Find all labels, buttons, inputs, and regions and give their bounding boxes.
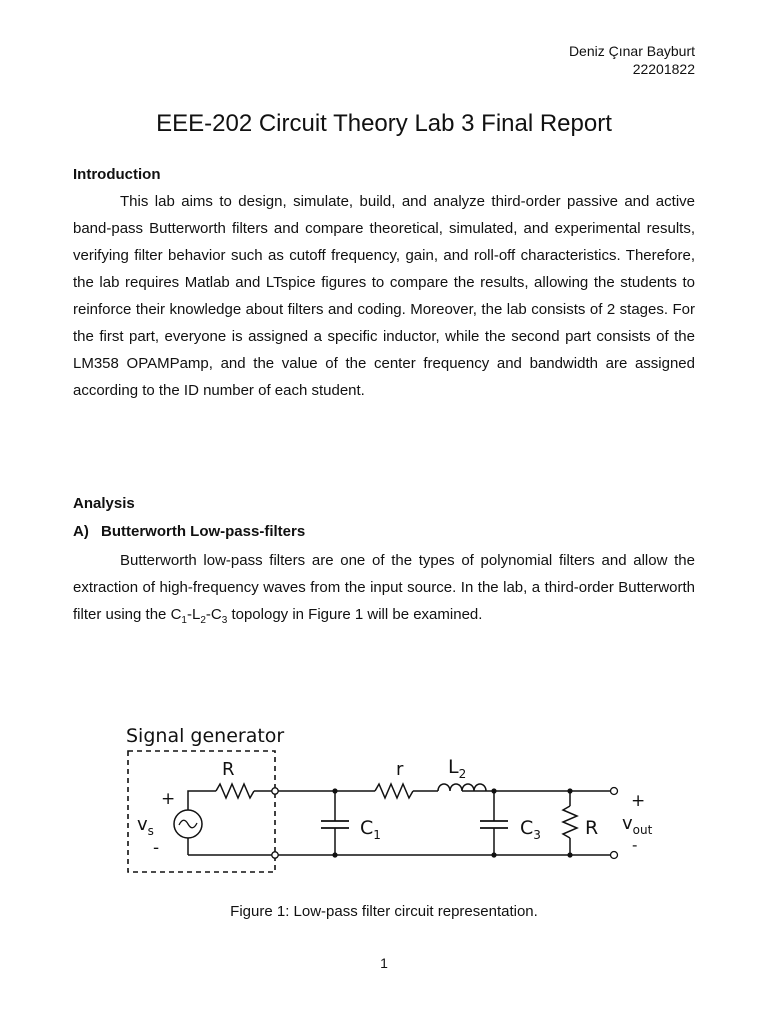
dash-2: - (205, 606, 211, 623)
l2-subscript: 2 (200, 615, 206, 626)
series-resistor-r (375, 784, 413, 798)
output-terminal-bottom (611, 852, 618, 859)
load-resistor (563, 806, 577, 838)
node-c1-bottom (332, 852, 337, 857)
introduction-heading: Introduction (73, 166, 161, 183)
l2-label: $L_2$ (448, 756, 467, 781)
minus-left: - (153, 838, 160, 858)
subsection-a-number: A) (73, 523, 89, 540)
c1-subscript: 1 (181, 615, 187, 626)
output-terminal-top (611, 788, 618, 795)
source-resistor-label: R (222, 759, 235, 780)
vs-label: $v_s$ (137, 814, 154, 838)
para-text-end: topology in Figure 1 will be examined. (227, 606, 483, 623)
dash-1: - (186, 606, 192, 623)
subsection-a-label: Butterworth Low-pass-filters (101, 523, 306, 540)
c3-subscript: 3 (221, 615, 228, 626)
author-block (569, 42, 695, 78)
para-text-start: Butterworth low-pass filters are one of the types of polynomial filters and allow the extraction of high-frequency waves from the input source. In the lab, a third-order Butterworth filter using the (73, 552, 695, 623)
c3-symbol: C (210, 606, 222, 623)
c1-symbol: C (170, 606, 182, 623)
vout-label: $v_{out}$ (622, 813, 653, 837)
signal-generator-label: Signal generator (126, 725, 285, 747)
low-pass-filter-circuit-diagram (120, 720, 660, 880)
butterworth-paragraph (73, 547, 695, 628)
page-number: 1 (380, 955, 388, 971)
c3-label: $C_3$ (520, 817, 541, 842)
terminal-bottom-left (272, 852, 278, 858)
series-resistor-label: r (396, 759, 404, 780)
plus-left: + (161, 789, 176, 809)
figure-caption: Figure 1: Low-pass filter circuit representation. (230, 903, 538, 920)
load-resistor-label: R (585, 817, 599, 839)
analysis-heading: Analysis (73, 495, 135, 512)
author-name: Deniz Çınar Bayburt (568, 43, 695, 59)
source-resistor (216, 784, 254, 798)
page-title: EEE-202 Circuit Theory Lab 3 Final Report (156, 110, 612, 137)
signal-generator-box (128, 751, 275, 872)
l2-symbol: L (191, 606, 201, 623)
terminal-top-left (272, 788, 278, 794)
c1-label: $C_1$ (360, 817, 381, 842)
minus-right: - (632, 836, 638, 854)
introduction-paragraph: This lab aims to design, simulate, build, and analyze third-order passive and active band-pass Butterworth filters and compare theoretical, simulated, and experimental results, verifying filter behavior such as cutoff frequency, gain, and roll-off characteristics. Therefore, the lab requires Matlab and LTspice figures to compare the results, allowing the students to reinforce their knowledge about filters and coding. Moreover, the lab consists of 2 stages. For the first part, everyone is assigned a specific inductor, while the second part consists of the LM358 OPAMPamp, and the value of the center frequency and bandwidth are assigned according to the ID number of each student. (73, 193, 695, 399)
plus-right: + (631, 791, 646, 811)
node-c3-bottom (491, 852, 496, 857)
inductor-l2 (438, 784, 486, 791)
subsection-a-heading (73, 522, 305, 542)
node-load-bottom (567, 852, 572, 857)
student-id: 22201822 (632, 61, 695, 77)
